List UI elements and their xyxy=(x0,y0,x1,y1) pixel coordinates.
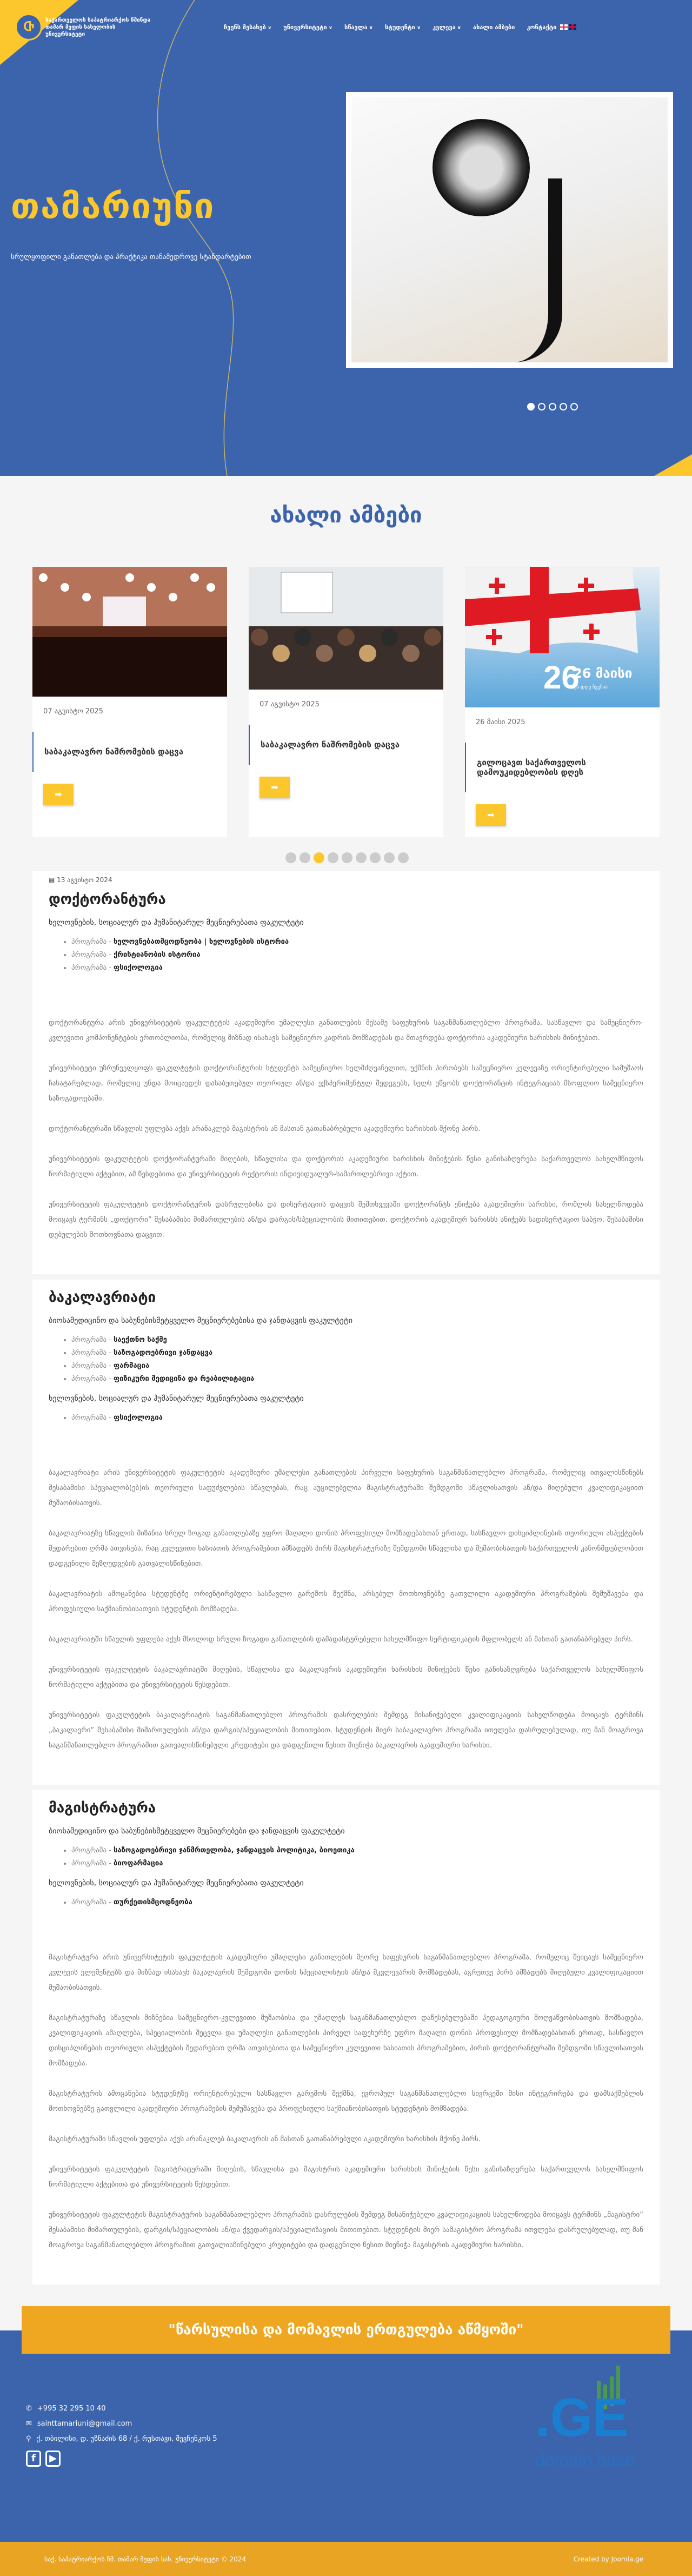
spacer xyxy=(49,1433,643,1466)
program-item xyxy=(71,1412,643,1425)
chevron-down-icon: ∨ xyxy=(267,25,272,31)
article-paragraph: უნივერსიტეტის ფაკულტეტის მაგისტრატურის საგანმანათლებლო პროგრამის დასრულების შემდეგ მისანიჭებელი კვალიფიკაციის სახელწოდება მოიცავს ტერმინს „მაგისტრი“ შესაბამისი მიმართულების, დარგის/სპეციალობის ან/და ქვედარგის/სპეციალიზაციის მითითებით. სტუდენტის მიერ სამაგისტრო პროგრამა ითვლება დასრულებულად, თუ მან მოაგროვა საგანმანათლებლო პროგრამით გათვალისწინებული კრედიტები და დადგენილი წესით მიენიჭა მაგისტრის აკადემიური ხარისხი. xyxy=(49,2211,643,2249)
read-more-button[interactable] xyxy=(260,777,290,798)
program-prefix: პროგრამა - xyxy=(71,1375,114,1383)
program-name[interactable]: ქრისტიანობის ისტორია xyxy=(114,951,201,959)
svg-text:.GE: .GE xyxy=(535,2387,629,2448)
program-name[interactable]: საექთნო საქმე xyxy=(114,1336,167,1344)
contacts xyxy=(26,2401,217,2467)
program-prefix: პროგრამა - xyxy=(71,1362,114,1370)
article-paragraph: ბაკალავრიატის ამოცანებია სტუდენტზე ორიენტირებული სასწავლო გარემოს შექმნა, არსებულ მოთხოვნებზე გათვლილი აკადემიური პროგრამების შემუშავება და პროფესიული საქმიანობისათვის სტუდენტის მომზადება. xyxy=(49,1590,643,1613)
program-item xyxy=(71,1347,643,1360)
slide-dot[interactable] xyxy=(570,403,578,410)
phone-icon: ✆ xyxy=(26,2404,32,2413)
program-name[interactable]: ფიზიკური მედიცინა და რეაბილიტაცია xyxy=(114,1375,255,1383)
article-paragraph: უნივერსიტეტის ფაკულტეტის მაგისტრატურაში მიღების, სწავლისა და მაგისტრის აკადემიური ხარისხის მინიჭების წესი განისაზღვრება საქართველოს სახელმწიფოს ნორმატიული აქტებითა და უნივერსიტეტის წესდებით. xyxy=(49,2166,643,2189)
email[interactable]: sainttamariuni@gmail.com xyxy=(37,2419,132,2428)
article-paragraph: უნივერსიტეტის ფაკულტეტის ბაკალავრიატის საგანმანათლებლო პროგრამის დასრულების შემდეგ მისანიჭებელი კვალიფიკაციის სახელწოდება მოიცავს ტერმინს „ბაკალავრი“ შესაბამისი მიმართულების ან/და დარგის/სპეციალობის მითითებით. სტუდენტის მიერ საბაკალავრო პროგრამა ითვლება დასრულებულად, თუ მან მოაგროვა საგანმანათლებლო პროგრამით გათვალისწინებული კრედიტები და დადგენილი წესით მიენიჭა ბაკალავრის აკადემიური ხარისხი. xyxy=(49,1711,643,1750)
article-date-text: 13 აგვისტო 2024 xyxy=(57,876,112,884)
svg-text:26: 26 xyxy=(543,659,580,696)
news-cards xyxy=(32,567,660,837)
decor-wave xyxy=(151,0,292,476)
article-paragraph: დოქტორანტურა არის უნივერსიტეტის ფაკულტეტის აკადემიური უმაღლესი განათლების მესამე საფეხურის საგანმანათლებლო პროგრამა, სასწავლო და სამეცნიერო-კვლევითი კომპონენტების ერთობლიობა, რომელიც მიზნად ისახავს სამეცნიერო კადრის მომზადებას და მთავრდება დოქტორის აკადემიური ხარისხის მინიჭებით. xyxy=(49,1019,643,1042)
site-header xyxy=(0,0,692,54)
program-name[interactable]: ფსიქოლოგია xyxy=(114,964,163,972)
nav-item-label: ახალი ამბები xyxy=(473,23,515,31)
article-paragraph: ბაკალავრიატში სწავლის უფლება აქვს მხოლოდ სრული ზოგადი განათლების დამადასტურებელი სახელმწიფო სერტიფიკატის მფლობელს ან მასთან გათანაბრებულ პირს. xyxy=(49,1635,633,1644)
logo-text: საქართველოს საპატრიარქოს წმინდა თამარ მეფის სახელობის უნივერსიტეტი xyxy=(45,17,151,37)
chevron-down-icon: ∨ xyxy=(457,25,461,31)
article-2 xyxy=(32,1790,660,2284)
news-image[interactable] xyxy=(465,567,660,710)
slide-dot[interactable] xyxy=(527,403,535,410)
credit-link[interactable]: Created by Joomla.ge xyxy=(573,2555,643,2563)
article-paragraph: უნივერსიტეტის ფაკულტეტის დოქტორანტურაში მიღების, სწავლისა და დოქტორის აკადემიური ხარისხის მინიჭების წესი განისაზღვრება საქართველოს სახელმწიფოს ნორმატიული აქტებით, ამ წესდებითა და უნივერსიტეტის რექტორის ინდივიდუალურ-სამართლებრივი აქტით. xyxy=(49,1155,643,1178)
news-title-link[interactable]: საბაკალავრო ნაშრომების დაცვა xyxy=(32,732,227,772)
hero-subtitle: სრულყოფილი განათლება და პრაქტიკა თანამედროვე სტანდარტებით xyxy=(11,253,251,261)
article-paragraph: უნივერსიტეტის ფაკულტეტის ბაკალავრიატში მიღების, სწავლისა და ბაკალავრის აკადემიური ხარისხის მინიჭების წესი განისაზღვრება საქართველოს სახელმწიფოს ნორმატიული აქტებითა და უნივერსიტეტის წესდებით. xyxy=(49,1666,643,1689)
program-prefix: პროგრამა - xyxy=(71,1414,114,1422)
language-switcher xyxy=(560,24,576,30)
faculty-name: ბიოსამედიცინო და საბუნებისმეტყველო მეცნიერებებისა და ჯანდაცვის ფაკულტეტი xyxy=(49,1316,353,1325)
spacer xyxy=(49,1918,643,1950)
faculty-name: ხელოვნების, სოციალურ და ჰუმანიტარულ მეცნიერებათა ფაკულტეტი xyxy=(49,1394,304,1403)
news-title: ახალი ამბები xyxy=(270,503,422,528)
program-prefix: პროგრამა - xyxy=(71,1898,114,1906)
program-name[interactable]: საზოგადოებრივი ჯანდაცვა xyxy=(114,1349,213,1357)
news-card xyxy=(32,567,227,837)
motto-banner: "წარსულისა და მომავლის ერთგულება აწმყოში" xyxy=(22,2306,670,2354)
nav-item-label: უნივერსიტეტი xyxy=(283,23,327,31)
news-page-dot[interactable] xyxy=(285,852,296,863)
calendar-icon: ▦ xyxy=(49,876,57,884)
news-title-link[interactable]: გილოცავთ საქართველოს დამოუკიდებლობის დღეს xyxy=(465,743,660,792)
program-name[interactable]: ხელოვნებათმცოდნეობა | ხელოვნების ისტორია xyxy=(114,938,289,946)
news-title-link[interactable]: საბაკალავრო ნაშრომების დაცვა xyxy=(249,725,443,765)
news-card xyxy=(249,567,443,837)
news-page-dot[interactable] xyxy=(314,852,324,863)
arrow-right-icon: ➡ xyxy=(55,789,62,799)
article-paragraph: მაგისტრატურაში სწავლის უფლება აქვს არანაკლებ ბაკალავრის ან მასთან გათანაბრებული აკადემიური ხარისხის მქონე პირს. xyxy=(49,2135,481,2143)
program-prefix: პროგრამა - xyxy=(71,1846,114,1855)
article-paragraph: მაგისტრატურა არის უნივერსიტეტის ფაკულტეტის აკადემიური უმაღლესი განათლების მეორე საფეხურის საგანმანათლებლო პროგრამა, რომელიც შეიცავს სამეცნიერო კვლევის ელემენტებს და მიზნად ისახავს ბაკალავრის შემდგომი დონის სპეციალისტის ან/და მკვლევარის მომზადებას, აგრეთვე პირს ამზადებს მიღებული კვალიფიკაციით მუშაობისათვის. xyxy=(49,1953,643,1992)
slide-dot[interactable] xyxy=(538,403,545,410)
nav-item[interactable] xyxy=(385,24,421,31)
chevron-down-icon: ∨ xyxy=(369,25,373,31)
article-0 xyxy=(32,871,660,1274)
footer xyxy=(0,2306,692,2542)
slide-dot[interactable] xyxy=(560,403,567,410)
nav-item-label: ჩვენს შესახებ xyxy=(224,23,266,31)
flag-uk-icon[interactable] xyxy=(569,24,576,30)
program-name[interactable]: ფსიქოლოგია xyxy=(114,1414,163,1422)
faculty-name: ხელოვნების, სოციალურ და ჰუმანიტარულ მეცნიერებათა ფაკულტეტი xyxy=(49,1879,304,1888)
slide-dot[interactable] xyxy=(549,403,556,410)
youtube-icon[interactable]: ▶ xyxy=(45,2451,61,2467)
nav-item-label: კვლევა xyxy=(432,23,456,31)
program-prefix: პროგრამა - xyxy=(71,964,114,972)
program-item xyxy=(71,1360,643,1373)
news-page-dot[interactable] xyxy=(356,852,367,863)
news-page-dot[interactable] xyxy=(384,852,395,863)
news-image[interactable] xyxy=(32,567,227,699)
program-prefix: პროგრამა - xyxy=(71,1336,114,1344)
image-caption-sub: ეს დღე ჩვენია xyxy=(574,685,608,690)
program-name[interactable]: ბიოფარმაცია xyxy=(114,1859,163,1868)
nav-item[interactable] xyxy=(527,24,556,31)
address: ქ. თბილისი, დ. უზნაძის 68 / ქ. რუსთავი, შევჩენკოს 5 xyxy=(36,2434,217,2443)
program-item xyxy=(71,1334,643,1347)
article-title: დოქტორანტურა xyxy=(49,891,166,908)
article-paragraph: ბაკალავრიატი არის უნივერსიტეტის ფაკულტეტის აკადემიური უმაღლესი განათლების პირველი საფეხურის საგანმანათლებლო პროგრამა, რომელიც ითვალისწინებს შესაბამისი სპეციალობ(ებ)ის თეორიული საფუძვლების სწავლებას, რაც აუცილებელია მაგისტრატურაში შემდგომი სწავლისათვის ან/და მიღებული კვალიფიკაციით მუშაობისათვის. xyxy=(49,1469,643,1507)
article-paragraph: მაგისტრატურაზე სწავლის მიზნებია სამეცნიერო-კვლევითი მუშაობისა და უმაღლეს საგანმანათლებლო დაწესებულებაში პედაგოგიური მოღვაწეობისათვის მომზადება, კვალიფიკაციის ამაღლება, სპეციალობის შეცვლა და უმაღლესი განათლების პირველ საფეხურზე უფრო მაღალი დონის პროფესიულ მომზადებასთან ერთად, სასწავლო დისციპლინების თეორიული ასპექტების შედარებით ღრმა ათვისებითა და სამეცნიერო კვლევითი ხასიათის პროგრამებით, პირის დოქტორანტურაში შემდგომი სწავლისათვის მომზადება. xyxy=(49,2014,643,2068)
news-date: 07 აგვისტო 2025 xyxy=(260,700,320,708)
news-pagination xyxy=(285,852,409,863)
program-list xyxy=(71,1412,643,1425)
image-caption: 26 მაისი xyxy=(573,666,633,681)
program-item xyxy=(71,949,643,962)
article-title: მაგისტრატურა xyxy=(49,1800,156,1816)
main-nav xyxy=(224,24,557,31)
copyright-bar xyxy=(0,2542,692,2576)
news-section xyxy=(0,476,692,865)
hero xyxy=(0,0,692,476)
nav-item-label: კონტაქტი xyxy=(527,23,557,31)
nav-item[interactable] xyxy=(344,24,373,31)
decor-corner xyxy=(654,454,692,476)
program-prefix: პროგრამა - xyxy=(71,1859,114,1868)
faculty-name: ხელოვნების, სოციალურ და ჰუმანიტარულ მეცნიერებათა ფაკულტეტი xyxy=(49,918,304,927)
articles xyxy=(0,871,692,2284)
news-page-dot[interactable] xyxy=(300,852,310,863)
email-icon: ✉ xyxy=(26,2419,32,2428)
news-page-dot[interactable] xyxy=(328,852,338,863)
arrow-right-icon: ➡ xyxy=(271,782,278,792)
spacer xyxy=(49,983,643,1016)
hero-pagination xyxy=(527,403,578,410)
nav-item[interactable] xyxy=(283,24,332,31)
article-paragraph: მაგისტრატურის ამოცანებია სტუდენტზე ორიენტირებული სასწავლო გარემოს შექმნა, ევროპულ საგანმანათლებლო სივრცეში მისი ინტეგრირება და დამსაქმებლის მოთხოვნებზე გათვლილი აკადემიური პროგრამების შემუშავება და პროფესიული საქმიანობისათვის სტუდენტის მომზადება. xyxy=(49,2090,643,2113)
program-list xyxy=(71,1334,643,1386)
nav-item[interactable] xyxy=(473,24,515,31)
hero-slide-image xyxy=(346,92,673,368)
hero-title: თამარიუნი xyxy=(11,187,215,227)
news-date: 26 მაისი 2025 xyxy=(476,718,525,726)
program-item xyxy=(71,1857,643,1870)
arrow-right-icon: ➡ xyxy=(487,810,495,820)
news-card xyxy=(465,567,660,837)
article-date xyxy=(49,876,643,884)
nav-item[interactable] xyxy=(224,24,271,31)
news-page-dot[interactable] xyxy=(370,852,381,863)
news-page-dot[interactable] xyxy=(398,852,409,863)
program-name[interactable]: საზოგადოებრივი ჯანმრთელობა, ჯანდაცვის პოლიტიკა, ბიოეთიკა xyxy=(114,1846,355,1855)
read-more-button[interactable] xyxy=(43,784,74,805)
article-1 xyxy=(32,1280,660,1785)
program-list xyxy=(71,1844,643,1870)
program-name[interactable]: თურქეთისმცოდნეობა xyxy=(114,1898,192,1906)
read-more-button[interactable] xyxy=(476,804,506,826)
program-item xyxy=(71,1896,643,1909)
program-item xyxy=(71,962,643,975)
program-list xyxy=(71,1896,643,1909)
article-paragraph: ბაკალავრიატზე სწავლის მიზანია სრულ ზოგად განათლებაზე უფრო მაღალი დონის პროფესიულ მომზადებასთან ერთად, სასწავლო დისციპლინების თეორიული ასპექტების შედარებით ღრმა ათვისება, რაც კვლევითი ხასიათის პროგრამებით ამზადებს პირს მაგისტრატურაზე შემდგომი სწავლისა და მუშაობისათვის საქართველოს კანონმდებლობით დადგენილი შეზღუდვების გათვალისწინებით. xyxy=(49,1529,643,1568)
phone[interactable]: +995 32 295 10 40 xyxy=(37,2404,106,2413)
news-image[interactable] xyxy=(249,567,443,692)
article-paragraph: უნივერსიტეტის ფაკულტეტის დოქტორანტურის დასრულებისა და დისერტაციის დაცვის შემთხვევაში დოქტორანტს ენიჭება აკადემიური ხარისხი, რომლის სახელწოდება მოიცავს ტერმინს „დოქტორი“ შესაბამისი მიმართულების ან/და დარგის/სპეციალობის მითითებით. დოქტორის აკადემიურ ხარისხს ანიჭებს სადისერტაციო საბჭო, შესაბამისი დებულების მოთხოვნათა დაცვით. xyxy=(49,1201,643,1239)
chevron-down-icon: ∨ xyxy=(416,25,421,31)
domain-base-logo[interactable] xyxy=(535,2366,643,2474)
location-icon: ⚲ xyxy=(26,2434,31,2443)
program-prefix: პროგრამა - xyxy=(71,951,114,959)
logo[interactable] xyxy=(15,14,154,41)
flag-georgia-icon[interactable] xyxy=(560,24,568,30)
nav-item[interactable] xyxy=(432,24,461,31)
nav-item-label: სწავლა xyxy=(344,23,368,31)
article-paragraph: დოქტორანტურაში სწავლის უფლება აქვს არანაკლებ მაგისტრის ან მასთან გათანაბრებული აკადემიური ხარისხის მქონე პირს. xyxy=(49,1125,481,1133)
program-prefix: პროგრამა - xyxy=(71,1349,114,1357)
article-title: ბაკალავრიატი xyxy=(49,1289,156,1306)
program-item xyxy=(71,936,643,949)
article-paragraph: უნივერსიტეტი უზრუნველყოფს ფაკულტეტის დოქტორანტურის სტუდენტს სამეცნიერო ხელმძღვანელით, უქმნის პირობებს სამეცნიერო კვლევაზე ორიენტირებული სამუშაოს ჩასატარებლად, რომელიც უნდა მოიცავდეს დასაბუთებულ თეორიულ ან/და ექსპერიმენტულ შედეგებს, ხელს უწყობს დოქტორანტის ინტეგრაციას მსოფლიო სამეცნიერო საზოგადოებაში. xyxy=(49,1064,643,1103)
svg-text:domain base: domain base xyxy=(535,2450,635,2469)
program-name[interactable]: ფარმაცია xyxy=(114,1362,150,1370)
copyright: საქ. საპატრიარქოს წმ. თამარ მეფის სახ. უნივერსიტეტი © 2024 xyxy=(44,2555,247,2563)
news-date: 07 აგვისტო 2025 xyxy=(43,707,103,716)
chevron-down-icon: ∨ xyxy=(328,25,333,31)
program-list xyxy=(71,936,643,975)
program-prefix: პროგრამა - xyxy=(71,938,114,946)
faculty-name: ბიოსამედიცინო და საბუნებისმეტყველო მეცნიერებები და ჯანდაცვის ფაკულტეტი xyxy=(49,1827,345,1836)
program-item xyxy=(71,1844,643,1857)
logo-emblem: Ⴇ xyxy=(15,14,42,41)
nav-item-label: სტუდენტი xyxy=(384,23,415,31)
program-item xyxy=(71,1373,643,1386)
facebook-icon[interactable]: f xyxy=(26,2451,41,2467)
news-page-dot[interactable] xyxy=(342,852,352,863)
